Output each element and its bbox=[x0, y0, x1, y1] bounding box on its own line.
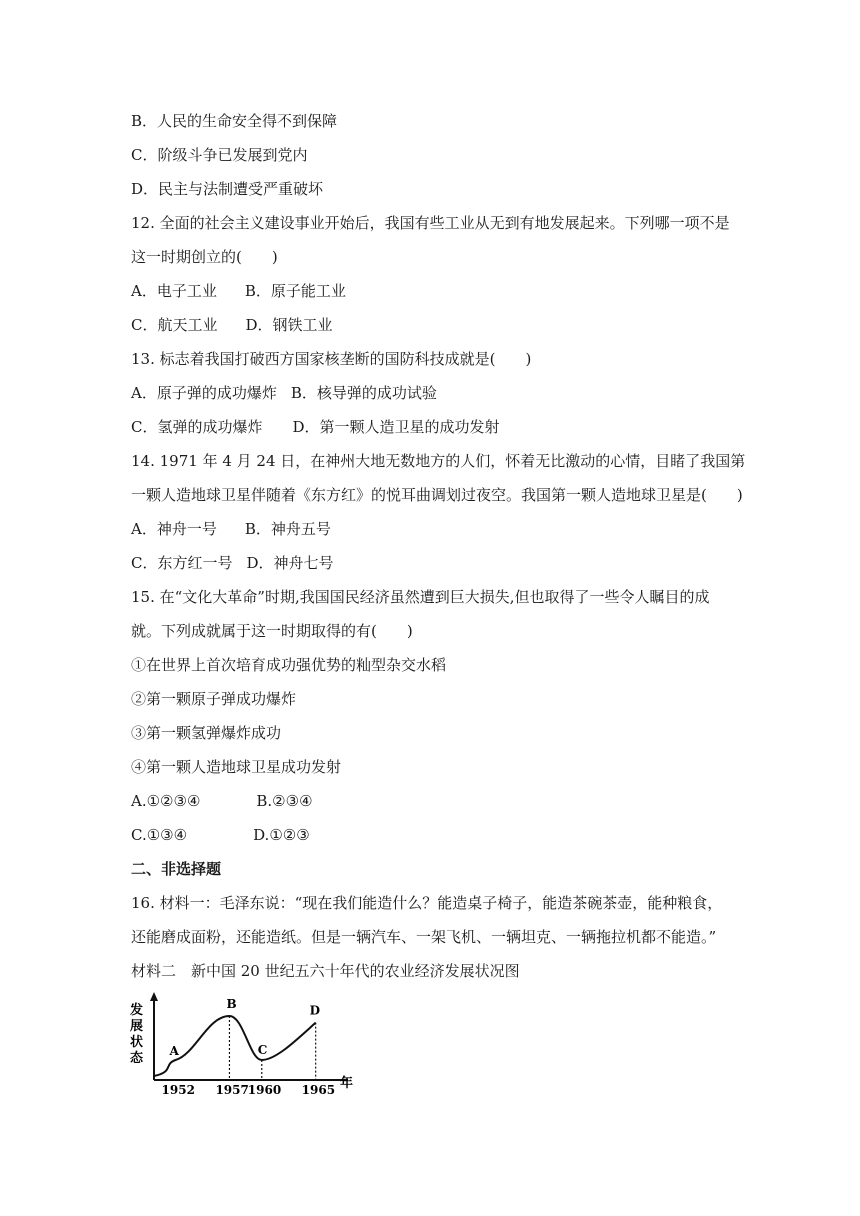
q14-option-a: A．神舟一号 bbox=[131, 520, 217, 538]
q12-option-c: C．航天工业 bbox=[131, 316, 218, 334]
q16-material2-caption: 材料二 新中国 20 世纪五六十年代的农业经济发展状况图 bbox=[131, 962, 520, 980]
q11-option-b: B．人民的生命安全得不到保障 bbox=[131, 112, 338, 130]
x-tick-label-1957: 1957 bbox=[215, 1083, 249, 1095]
q15-item-4: ④第一颗人造地球卫星成功发射 bbox=[131, 758, 342, 776]
point-label-C: C bbox=[257, 1043, 268, 1057]
q12-stem-line2: 这一时期创立的( ) bbox=[131, 248, 278, 266]
q12-option-d: D．钢铁工业 bbox=[245, 316, 333, 334]
y-axis-arrow bbox=[150, 992, 158, 1001]
q15-item-2: ②第一颗原子弹成功爆炸 bbox=[131, 690, 297, 708]
q15-option-a: A.①②③④ bbox=[131, 792, 201, 810]
q15-option-b: B.②③④ bbox=[256, 792, 313, 810]
x-axis-label: 年 bbox=[340, 1076, 354, 1091]
point-label-B: B bbox=[226, 997, 237, 1011]
point-label-A: A bbox=[169, 1044, 179, 1058]
q13-option-c: C．氢弹的成功爆炸 bbox=[131, 418, 263, 436]
q15-stem-line1: 15. 在“文化大革命”时期,我国国民经济虽然遭到巨大损失,但也取得了一些令人瞩目的成 bbox=[131, 588, 710, 606]
x-tick-label-1960: 1960 bbox=[247, 1083, 282, 1095]
q14-stem-line1: 14. 1971 年 4 月 24 日，在神州大地无数地方的人们，怀着无比激动的心情，目睹了我国第 bbox=[131, 452, 746, 470]
q15-item-3: ③第一颗氢弹爆炸成功 bbox=[131, 724, 282, 742]
q15-options-ab bbox=[131, 791, 751, 811]
q15-option-c: C.①③④ bbox=[131, 826, 188, 844]
q14-option-b: B．神舟五号 bbox=[244, 520, 331, 538]
point-label-D: D bbox=[309, 1003, 321, 1018]
agriculture-development-chart bbox=[120, 990, 370, 1095]
q15-item-1: ①在世界上首次培育成功强优势的籼型杂交水稻 bbox=[131, 656, 447, 674]
q11-option-c: C．阶级斗争已发展到党内 bbox=[131, 146, 308, 164]
q12-options-ab bbox=[131, 281, 751, 301]
q14-stem-line2: 一颗人造地球卫星伴随着《东方红》的悦耳曲调划过夜空。我国第一颗人造地球卫星是( ) bbox=[131, 486, 743, 504]
chart-svg bbox=[120, 990, 370, 1095]
q13-option-a: A．原子弹的成功爆炸 bbox=[131, 384, 277, 402]
q13-options-ab bbox=[131, 383, 751, 403]
q11-option-d: D．民主与法制遭受严重破坏 bbox=[131, 180, 324, 198]
y-axis-label-char-4: 态 bbox=[130, 1051, 144, 1066]
q16-material1-line2: 还能磨成面粉，还能造纸。但是一辆汽车、一架飞机、一辆坦克、一辆拖拉机都不能造。” bbox=[131, 928, 717, 946]
q12-stem-line1: 12. 全面的社会主义建设事业开始后，我国有些工业从无到有地发展起来。下列哪一项不是 bbox=[131, 214, 730, 232]
q12-option-b: B．原子能工业 bbox=[244, 282, 346, 300]
q13-option-b: B．核导弹的成功试验 bbox=[290, 384, 437, 402]
y-axis-label-char-2: 展 bbox=[130, 1019, 144, 1034]
q14-option-d: D．神舟七号 bbox=[246, 554, 334, 572]
y-axis-label-char-1: 发 bbox=[130, 1003, 144, 1018]
q13-options-cd bbox=[131, 417, 751, 437]
q14-options-ab bbox=[131, 519, 751, 539]
q13-stem: 13. 标志着我国打破西方国家核垄断的国防科技成就是( ) bbox=[131, 350, 532, 368]
q12-option-a: A．电子工业 bbox=[131, 282, 217, 300]
q14-options-cd bbox=[131, 553, 751, 573]
x-tick-label-1965: 1965 bbox=[301, 1083, 336, 1095]
q15-stem-line2: 就。下列成就属于这一时期取得的有( ) bbox=[131, 622, 413, 640]
q14-option-c: C．东方红一号 bbox=[131, 554, 233, 572]
q13-option-d: D．第一颗人造卫星的成功发射 bbox=[292, 418, 500, 436]
q12-options-cd bbox=[131, 315, 751, 335]
section-heading: 二、非选择题 bbox=[131, 860, 222, 878]
q16-material1-line1: 16. 材料一：毛泽东说：“现在我们能造什么？能造桌子椅子，能造茶碗茶壶，能种粮食， bbox=[131, 894, 723, 912]
y-axis-label-char-3: 状 bbox=[130, 1035, 144, 1050]
q15-option-d: D.①②③ bbox=[253, 826, 310, 844]
q15-options-cd bbox=[131, 825, 751, 845]
x-tick-label-1952: 1952 bbox=[161, 1083, 195, 1095]
